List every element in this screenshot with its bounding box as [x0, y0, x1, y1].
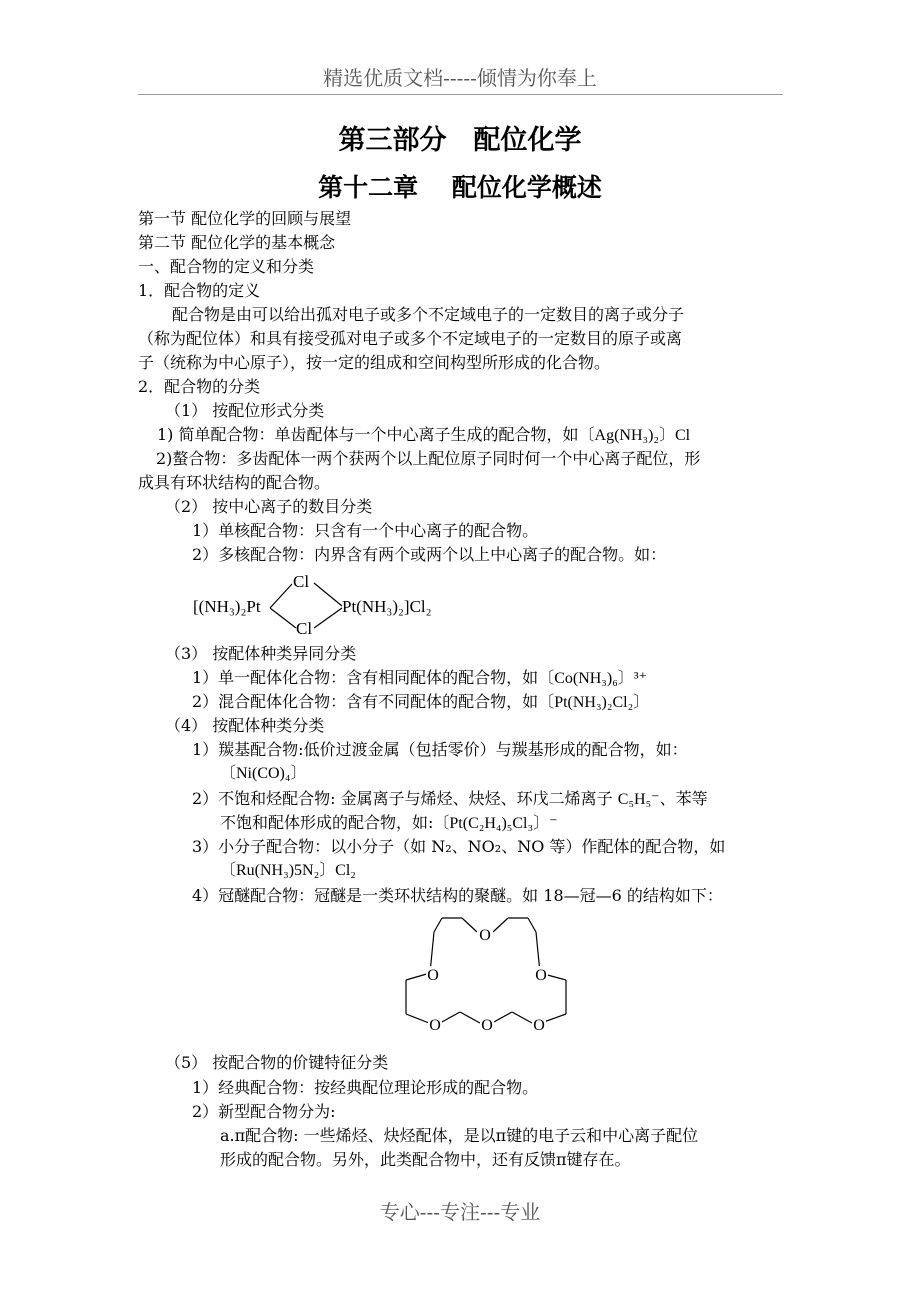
class-5-item-1: 1）经典配合物：按经典配位理论形成的配合物。: [192, 1078, 539, 1097]
definition-line-3: 子（统称为中心原子），按一定的组成和空间构型所形成的化合物。: [138, 353, 611, 372]
class-2-heading: （2） 按中心离子的数目分类: [165, 497, 373, 516]
page-header: 精选优质文档-----倾情为你奉上: [323, 66, 597, 90]
definition-line-1: 配合物是由可以给出孤对电子或多个不定域电子的一定数目的离子或分子: [172, 305, 685, 324]
class-5-item-2: 2）新型配合物分为:: [192, 1102, 336, 1121]
definition-line-2: （称为配位体）和具有接受孤对电子或多个不定域电子的一定数目的原子或离: [138, 329, 683, 348]
diagram-bridge-top: Cl: [293, 572, 310, 591]
class-2-item-1: 1）单核配合物：只含有一个中心离子的配合物。: [192, 521, 539, 540]
crown-oxygen-6: O: [533, 1017, 545, 1034]
class-1-item-2-line-2: 成具有环状结构的配合物。: [138, 473, 331, 492]
class-4-item-2-formula: C₅H₅⁻: [617, 791, 660, 808]
class-3-item-1-text: 1）单一配体化合物：含有相同配体的配合物，如〔: [192, 668, 555, 687]
class-4-item-1-line-2: 〔Ni(CO)₄〕: [220, 765, 307, 782]
class-4-item-3-line-1: 3）小分子配合物：以小分子（如 N₂、NO₂、NO 等）作配体的配合物，如: [192, 837, 726, 856]
class-5-heading: （5） 按配合物的价键特征分类: [165, 1053, 389, 1072]
bond-upper-left: [270, 584, 292, 608]
class-3-item-1: [192, 666, 647, 691]
class-5-item-2a-line-2: 形成的配合物。另外，此类配合物中，还有反馈π键存在。: [220, 1150, 631, 1169]
class-2-item-2: 2）多核配合物：内界含有两个或两个以上中心离子的配合物。如：: [192, 545, 667, 564]
class-3-item-2-text: 2）混合配体化合物：含有不同配体的配合物，如〔: [192, 692, 555, 711]
class-3-item-2: [192, 690, 649, 715]
class-4-item-1-line-1: 1）羰基配合物:低价过渡金属（包括零价）与羰基形成的配合物，如：: [192, 740, 688, 759]
class-4-item-2-line-1: [192, 787, 708, 812]
crown-ether-diagram: [390, 912, 590, 1042]
class-4-item-3-line-2: 〔Ru(NH₃)5N₂〕Cl₂: [220, 862, 356, 879]
bond-lower-left: [270, 608, 296, 628]
crown-oxygen-4: O: [429, 1017, 441, 1034]
diagram-left-group: [(NH₃)₂Pt: [193, 597, 261, 616]
diagram-right-group: Pt(NH₃)₂]Cl₂: [342, 597, 432, 616]
definition-heading: 1．配合物的定义: [138, 281, 261, 300]
class-4-heading: （4） 按配体种类分类: [165, 716, 325, 735]
class-4-item-2-tail: 、苯等: [659, 789, 708, 808]
class-1-heading: （1） 按配位形式分类: [165, 401, 325, 420]
class-4-item-4: 4）冠醚配合物：冠醚是一类环状结构的聚醚。如 18—冠—6 的结构如下：: [192, 886, 723, 905]
class-3-heading: （3） 按配体种类异同分类: [165, 644, 357, 663]
class-4-item-2-line-2-text: 不饱和配体形成的配合物，如:〔: [220, 813, 450, 832]
class-1-item-1-formula: Ag(NH₃)₂〕Cl: [594, 427, 691, 444]
class-4-item-2-line-2-formula: Pt(C₂H₄)₅Cl₃〕⁻: [449, 815, 558, 832]
crown-oxygen-1: O: [479, 927, 491, 944]
bond-upper-right: [314, 583, 342, 606]
crown-oxygen-2: O: [427, 967, 439, 984]
class-1-item-1-text: 1) 简单配合物：单齿配体与一个中心离子生成的配合物，如〔: [157, 425, 595, 444]
class-5-item-2a-line-1: a.π配合物: 一些烯烃、炔烃配体，是以π键的电子云和中心离子配位: [220, 1126, 699, 1145]
class-3-item-2-formula: Pt(NH₃)₂Cl₂〕: [554, 694, 650, 711]
class-4-item-2-line-2: [220, 811, 558, 836]
classification-heading: 2．配合物的分类: [138, 377, 261, 396]
crown-oxygen-5: O: [481, 1017, 493, 1034]
section-2-heading: 第二节 配位化学的基本概念: [138, 233, 336, 252]
crown-oxygen-3: O: [535, 967, 547, 984]
chapter-title: 第十二章 配位化学概述: [318, 173, 602, 202]
bond-lower-right: [314, 608, 342, 628]
page-footer: 专心---专注---专业: [379, 1200, 541, 1224]
subsection-heading: 一、配合物的定义和分类: [138, 257, 315, 276]
section-1-heading: 第一节 配位化学的回顾与展望: [138, 209, 352, 228]
class-1-item-1: [157, 423, 690, 448]
diagram-bridge-bottom: Cl: [296, 619, 313, 638]
part-title: 第三部分 配位化学: [338, 125, 582, 156]
header-rule: [138, 94, 783, 95]
class-1-item-2-line-1: 2)螯合物：多齿配体一两个获两个以上配位原子同时何一个中心离子配位，形: [156, 449, 701, 468]
dinuclear-complex-diagram: [190, 568, 460, 640]
class-4-item-2-text: 2）不饱和烃配合物: 金属离子与烯烃、炔烃、环戊二烯离子: [192, 789, 613, 808]
class-3-item-1-formula: Co(NH₃)₆〕³⁺: [554, 670, 648, 687]
